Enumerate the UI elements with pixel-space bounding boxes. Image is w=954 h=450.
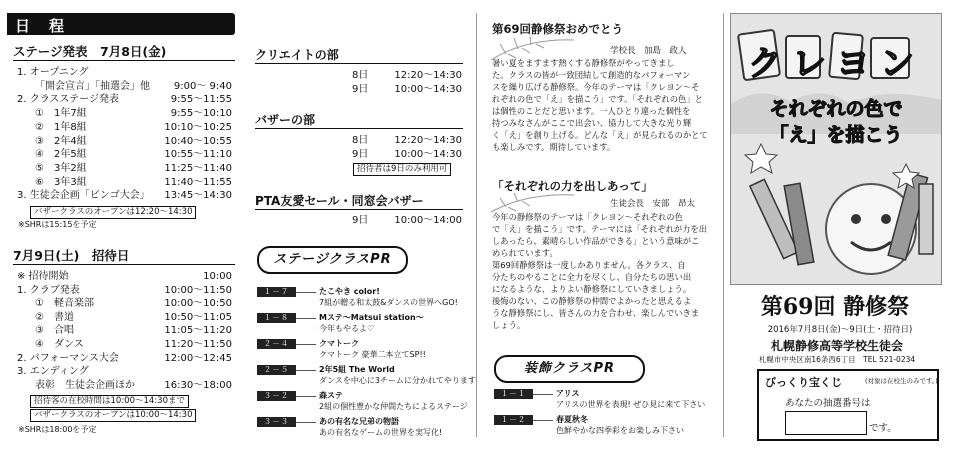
pr-class-badge: １－２ — [494, 415, 533, 425]
lottery-title: びっくり宝くじ — [765, 376, 842, 389]
pr-class-badge: １－８ — [257, 313, 296, 323]
row-time: 12:20〜14:30 — [394, 135, 462, 146]
schedule-item-label: 3. 生徒会企画「ビンゴ大会」 — [17, 190, 150, 202]
paragraph-line: スを繰り広げる静修祭。今年のテーマは「クレヨン〜そ — [492, 82, 700, 92]
paragraph-line: く「え」を創り上げる。どんな「え」が見られるのかとて — [492, 130, 708, 140]
row-day: 8日 — [352, 135, 369, 146]
row-time: 12:20〜14:30 — [394, 70, 462, 81]
paragraph-line: も楽しみです。期待しています。 — [492, 142, 616, 152]
lottery-suffix: です。 — [869, 423, 897, 434]
pr-class-badge: ３－３ — [257, 417, 296, 427]
day2-heading: 7月9日(土) 招待日 — [13, 248, 130, 263]
paragraph-line: しあったら、素晴らしい作品ができる」という意味がこ — [492, 236, 700, 246]
row-time: 10:00〜14:00 — [394, 215, 462, 226]
greeting2-author: 生徒会長 安部 昂太 — [610, 199, 696, 209]
schedule-item-label: 3. エンディング — [17, 366, 89, 378]
schedule-item-label: ④ ダンス — [35, 339, 84, 350]
schedule-item-label: 「開会宣言」「抽選会」他 — [35, 80, 150, 92]
schedule-item-label: 2. パフォーマンス大会 — [17, 352, 119, 364]
paragraph-line: 第69回静修祭は一度しかありません。各クラス、自 — [492, 260, 686, 270]
decor-pr-heading: 装飾クラスPR — [494, 355, 645, 383]
lottery-question: あなたの抽選番号は — [785, 398, 871, 409]
day2-note-box-2: バザークラスのオープンは10:00〜14:30 — [30, 409, 196, 422]
pr-desc: アリスの世界を表現! ぜひ見に来て下さい — [556, 400, 706, 409]
schedule-item-time: 12:00〜12:45 — [164, 352, 232, 364]
schedule-item-label: ※ 招待開始 — [17, 271, 69, 282]
schedule-item-time: 10:10〜10:25 — [164, 121, 232, 133]
paragraph-line: で「え」を描こう」です。テーマには「それぞれが力を出 — [492, 224, 708, 234]
schedule-item-time: 10:50〜11:05 — [164, 311, 232, 323]
greeting1-author: 学校長 加島 政人 — [610, 46, 687, 56]
bazaar-heading: バザーの部 — [255, 113, 316, 127]
pr-title: クマトーク — [319, 339, 359, 348]
schedule-item-label: ③ 2年4組 — [35, 135, 87, 147]
address: 札幌市中央区南16条西6丁目 TEL 521-0234 — [758, 355, 916, 364]
pr-title: アリス — [556, 389, 580, 398]
schedule-item-label: ⑥ 3年3組 — [35, 176, 87, 188]
paragraph-line: 後悔のない、この静修祭の仲間でよかったと思えるよ — [492, 296, 692, 306]
paragraph-line: しょう。 — [492, 320, 526, 330]
paragraph-line: 分たちのやることに全力を尽くし、自分たちの思い出 — [492, 272, 692, 282]
schedule-item-label: 2. クラスステージ発表 — [17, 94, 120, 106]
paragraph-line: 暑い夏をますます熱くする静修祭がやってきまし — [492, 58, 675, 68]
pta-heading: PTA友愛セール・同窓会バザー — [255, 194, 424, 208]
fest-date: 2016年7月8日(金)〜9日(土・招待日) — [767, 325, 913, 335]
pr-title: 森ステ — [319, 391, 343, 400]
pr-title: たこやき color! — [319, 287, 380, 296]
row-day: 9日 — [352, 149, 369, 160]
schedule-item-label: ⑤ 3年2組 — [35, 162, 87, 174]
lottery-sub: (対象は在校生のみです。) — [865, 377, 938, 385]
schedule-item-time: 10:55〜11:10 — [164, 149, 232, 161]
paragraph-line: た。クラスの皆が一致団結して創造的なパフォーマン — [492, 70, 691, 80]
schedule-item-time: 10:00 — [203, 271, 232, 282]
cover-illustration — [730, 13, 942, 285]
schedule-item-label: ② 書道 — [35, 311, 74, 323]
schedule-item-time: 11:05〜11:20 — [164, 325, 232, 337]
schedule-item-time: 10:40〜10:55 — [164, 135, 232, 147]
pr-class-badge: １－１ — [494, 389, 533, 399]
schedule-item-time: 9:55〜11:55 — [170, 94, 232, 106]
pr-desc: 色鮮やかな四季彩をお楽しみ下さい — [556, 426, 684, 435]
day2-note-box-1: 招待客の在校時間は10:00〜14:30まで — [30, 395, 189, 408]
schedule-item-label: ④ 2年5組 — [35, 149, 87, 161]
schedule-item-label: ② 1年8組 — [35, 121, 87, 133]
paragraph-line: 持つみなさんがここで出会い、協力して大きな光り輝 — [492, 118, 692, 128]
organizer: 札幌静修高等学校生徒会 — [770, 339, 903, 353]
leaf-ornament-icon-2 — [486, 190, 576, 214]
paragraph-line: れぞれの色で「え」を描こう」です。「それぞれの色」と — [492, 94, 703, 104]
schedule-item-label: 1. オープニング — [17, 67, 89, 78]
schedule-item-label: ① 1年7組 — [35, 108, 87, 120]
schedule-item-time: 11:25〜11:40 — [164, 162, 232, 174]
pr-desc: 7組が贈る和太鼓&ダンスの世界へGO! — [319, 298, 458, 307]
row-day: 9日 — [352, 84, 369, 95]
title-text: 日 程 — [15, 17, 67, 35]
pr-class-badge: ２－４ — [257, 339, 296, 349]
paragraph-line: うな静修祭にし、皆さんの力を合わせ、楽しんでいきま — [492, 308, 700, 318]
pr-desc: ダンスを中心に3チームに分かれてやります — [319, 376, 476, 385]
day2-note: ※SHRは18:00を予定 — [18, 425, 97, 434]
cover-theme-line1: それぞれの色で — [769, 98, 903, 120]
row-day: 9日 — [352, 215, 369, 226]
greeting2-heading: 「それぞれの力を出しあって」 — [492, 179, 653, 193]
pr-desc: あの有名なゲームの世界を実写化! — [319, 428, 443, 437]
pr-desc: 2組の個性豊かな仲間たちによるステージ — [319, 402, 468, 411]
schedule-item-time: 11:20〜11:50 — [164, 339, 232, 350]
row-day: 8日 — [352, 70, 369, 81]
row-time: 10:00〜14:30 — [394, 84, 462, 95]
lottery-box — [757, 369, 939, 441]
schedule-item-label: 表彰 生徒会企画ほか — [35, 379, 135, 391]
lottery-number-field[interactable] — [785, 411, 867, 435]
day1-note-box: バザークラスのオープンは12:20〜14:30 — [30, 206, 196, 219]
schedule-item-time: 9:00〜 9:40 — [173, 80, 232, 92]
pr-title: あの有名な兄弟の物語 — [319, 417, 399, 426]
title-bar — [7, 13, 235, 35]
schedule-item-label: 1. クラブ発表 — [17, 284, 80, 296]
pr-title: Mステ〜Matsui station〜 — [319, 313, 424, 322]
bazaar-note: 招待者は9日のみ利用可 — [353, 163, 451, 176]
paragraph-line: は個性のことだと思います。一人ひとり違った個性を — [492, 106, 691, 116]
schedule-item-time: 11:40〜11:55 — [164, 176, 232, 188]
pr-desc: 今年もやるよ♡ — [319, 324, 375, 333]
pr-class-badge: ３－２ — [257, 391, 296, 401]
stage-day1-heading: ステージ発表 7月8日(金) — [13, 44, 167, 59]
row-time: 10:00〜14:30 — [394, 149, 462, 160]
pr-class-badge: １－７ — [257, 287, 296, 297]
schedule-item-time: 10:00〜11:50 — [164, 284, 232, 296]
schedule-item-time: 9:55〜10:10 — [170, 108, 232, 120]
schedule-item-label: ③ 合唱 — [35, 325, 74, 337]
schedule-item-time: 10:00〜10:50 — [164, 298, 232, 310]
pr-desc: クマトーク 豪華二本立てSP!! — [319, 350, 426, 359]
paragraph-line: められています。 — [492, 248, 558, 258]
cover-art-title: クレヨン — [748, 44, 924, 84]
pr-title: 春夏秋冬 — [556, 415, 588, 424]
pr-title: 2年5組 The World — [319, 365, 395, 374]
create-heading: クリエイトの部 — [255, 48, 339, 62]
paragraph-line: 今年の静修祭のテーマは「クレヨン〜それぞれの色 — [492, 212, 683, 222]
schedule-item-label: ① 軽音楽部 — [35, 298, 94, 310]
paragraph-line: になるような、よりよい静修祭にしていきましょう。 — [492, 284, 692, 294]
greeting1-heading: 第69回静修祭おめでとう — [492, 22, 624, 36]
cover-theme-line2: 「え」を描こう — [769, 124, 903, 146]
schedule-item-time: 16:30〜18:00 — [164, 379, 232, 391]
stage-pr-heading: ステージクラスPR — [257, 246, 408, 274]
fest-name: 第69回 静修祭 — [760, 294, 910, 320]
pr-class-badge: ２－５ — [257, 365, 296, 375]
schedule-item-time: 13:45〜14:30 — [164, 190, 232, 202]
day1-note: ※SHRは15:15を予定 — [18, 220, 97, 229]
